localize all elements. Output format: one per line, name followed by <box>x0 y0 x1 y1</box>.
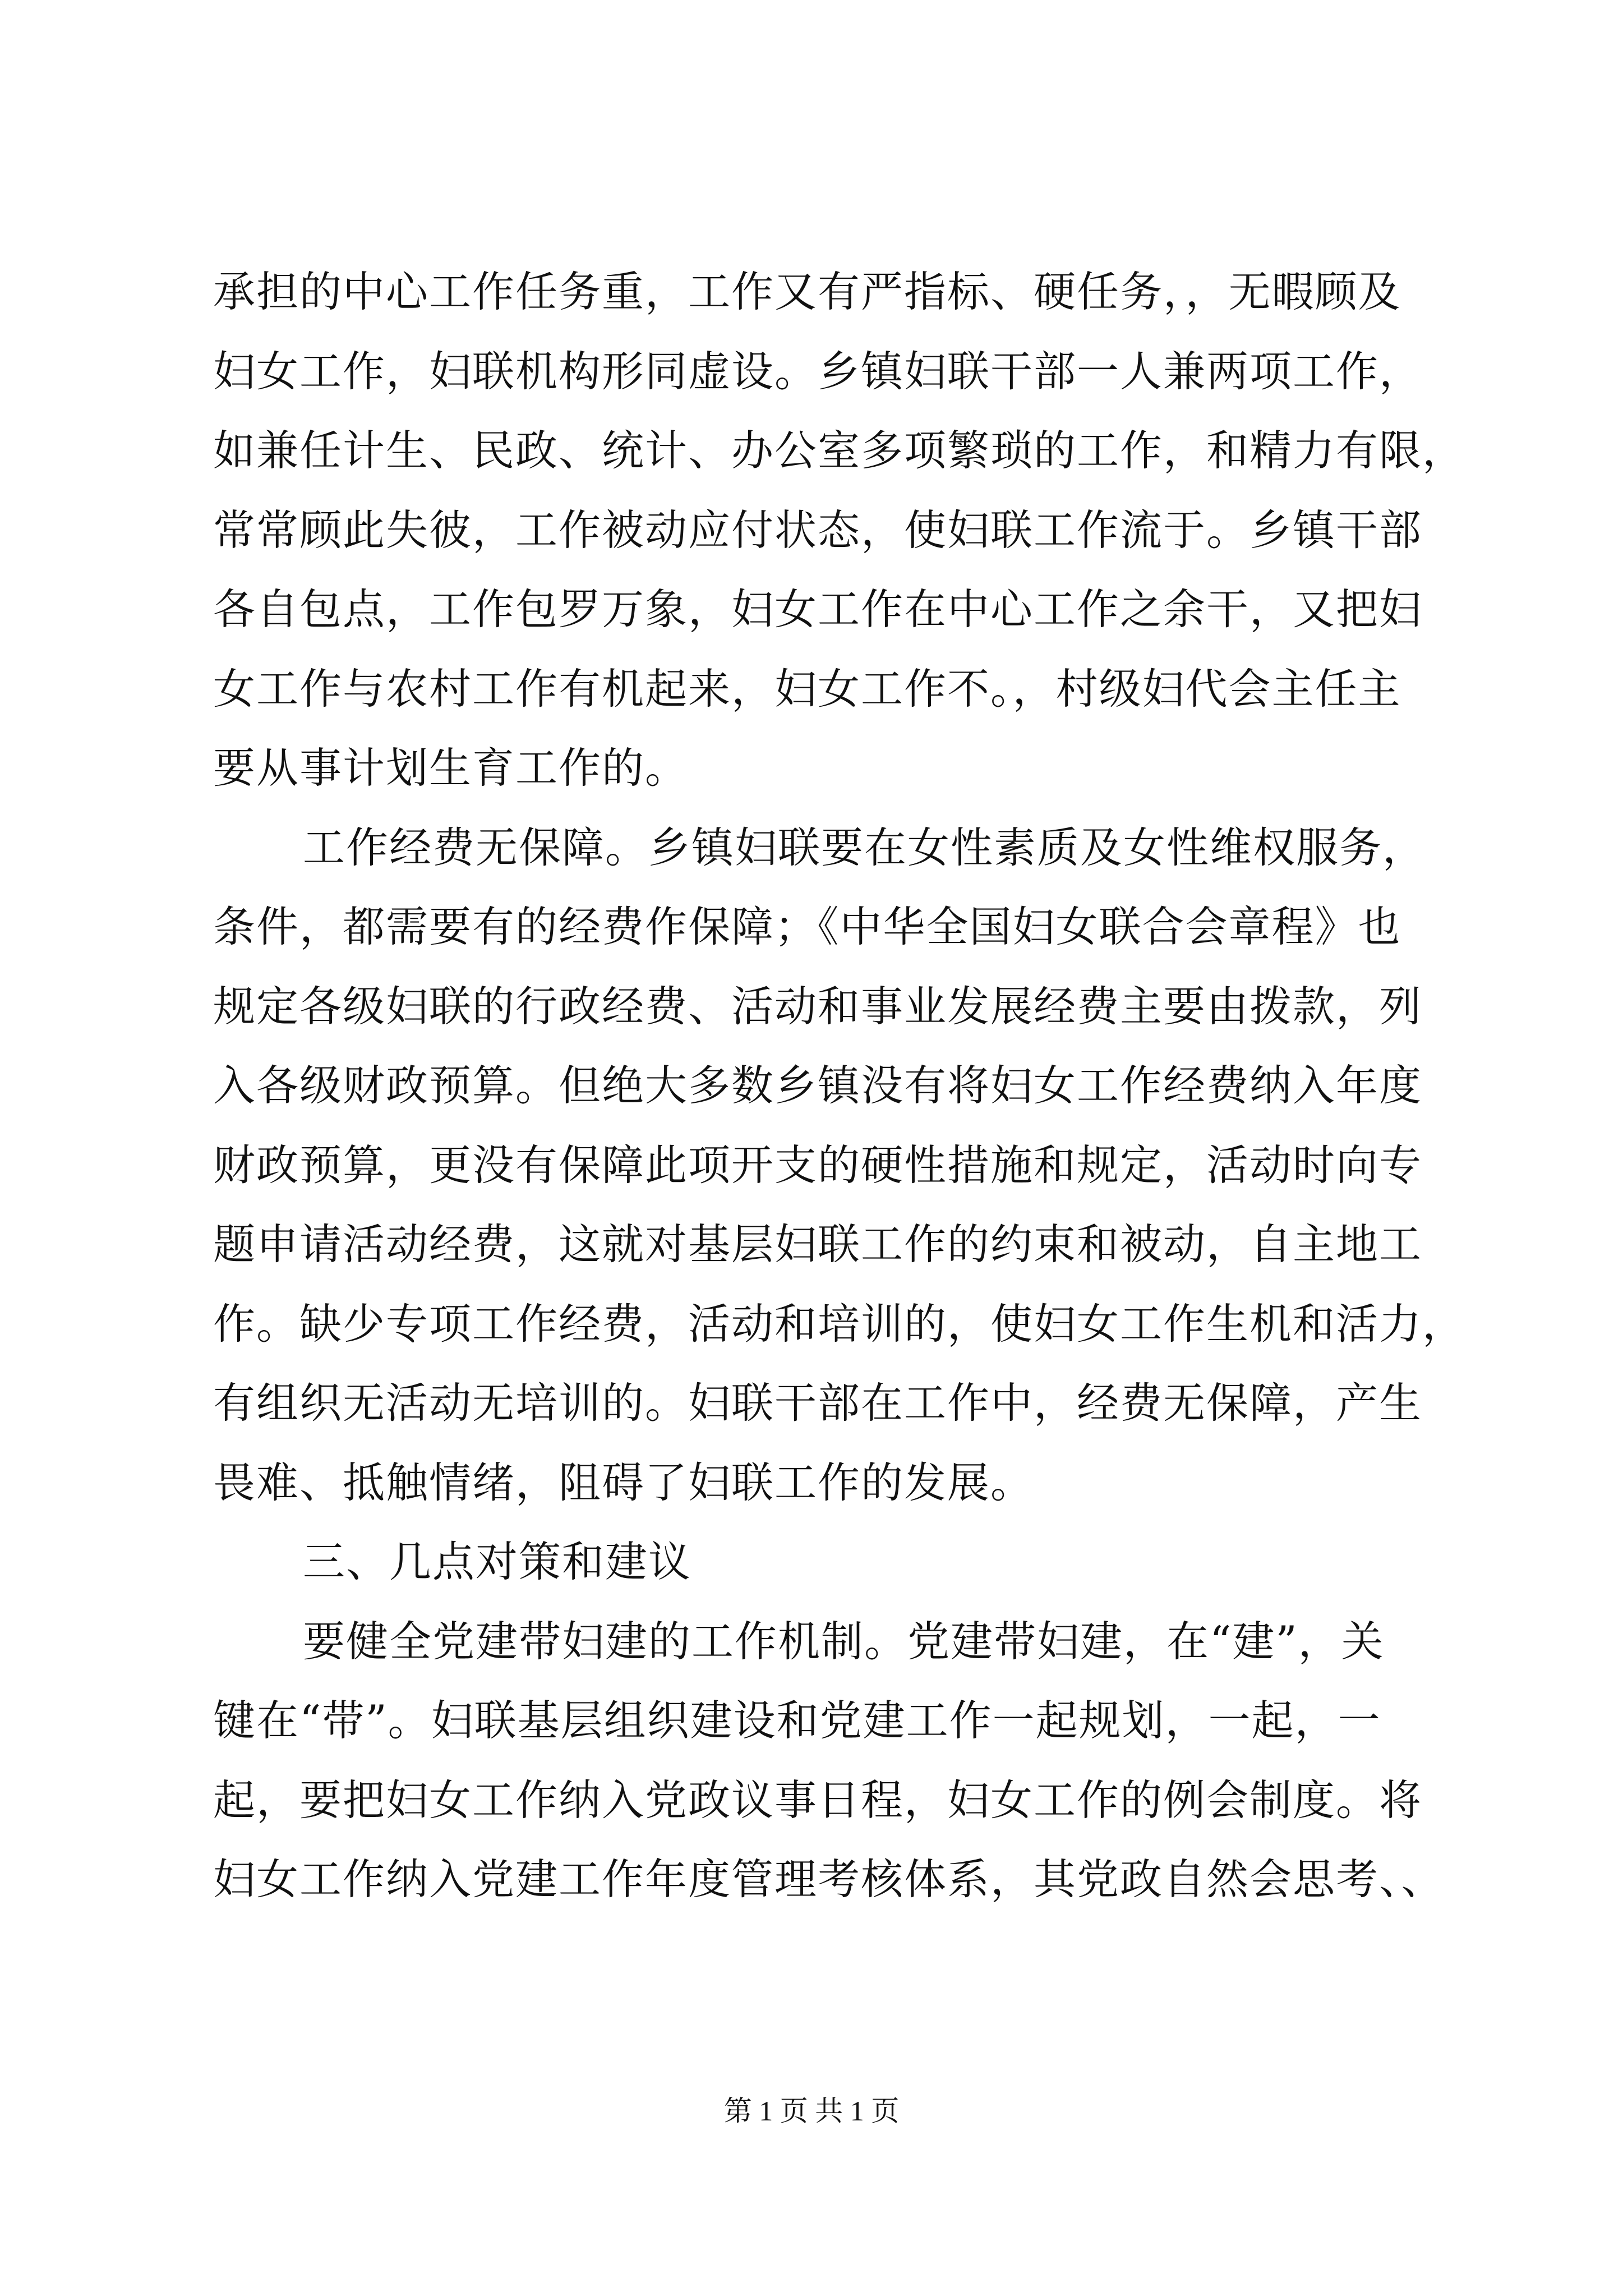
text-line: 规定各级妇联的行政经费、活动和事业发展经费主要由拨款，列 <box>213 982 1423 1031</box>
paragraph-first-line: 要健全党建带妇建的工作机制。党建带妇建，在“建”，关 <box>303 1617 1385 1666</box>
text-line: 题申请活动经费，这就对基层妇联工作的约束和被动，自主地工 <box>213 1220 1423 1269</box>
text-line: 畏难、抵触情绪，阻碍了妇联工作的发展。 <box>213 1458 1034 1507</box>
paragraph-first-line: 三、几点对策和建议 <box>303 1537 692 1586</box>
text-line: 各自包点，工作包罗万象，妇女工作在中心工作之余干，又把妇 <box>213 585 1423 634</box>
text-line: 如兼任计生、民政、统计、办公室多项繁琐的工作，和精力有限， <box>213 426 1466 475</box>
text-line: 作。缺少专项工作经费，活动和培训的，使妇女工作生机和活力， <box>213 1299 1466 1349</box>
text-line: 入各级财政预算。但绝大多数乡镇没有将妇女工作经费纳入年度 <box>213 1061 1423 1110</box>
text-line: 妇女工作，妇联机构形同虚设。乡镇妇联干部一人兼两项工作， <box>213 347 1423 396</box>
text-line: 键在“带”。妇联基层组织建设和党建工作一起规划，一起，一 <box>213 1696 1381 1745</box>
text-line: 起，要把妇女工作纳入党政议事日程，妇女工作的例会制度。将 <box>213 1775 1423 1825</box>
page-footer: 第 1 页 共 1 页 <box>723 2095 900 2127</box>
text-line: 妇女工作纳入党建工作年度管理考核体系，其党政自然会思考、、 <box>213 1855 1445 1904</box>
text-line: 有组织无活动无培训的。妇联干部在工作中，经费无保障，产生 <box>213 1378 1423 1428</box>
text-line: 要从事计划生育工作的。 <box>213 743 689 793</box>
text-line: 女工作与农村工作有机起来，妇女工作不。，村级妇代会主任主 <box>213 664 1401 714</box>
text-line: 条件，都需要有的经费作保障；《中华全国妇女联合会章程》也 <box>213 902 1401 951</box>
text-line: 常常顾此失彼，工作被动应付状态，使妇联工作流于。乡镇干部 <box>213 505 1423 555</box>
text-line: 承担的中心工作任务重，工作又有严指标、硬任务，，无暇顾及 <box>213 267 1401 316</box>
paragraph-first-line: 工作经费无保障。乡镇妇联要在女性素质及女性维权服务， <box>303 823 1426 872</box>
text-line: 财政预算，更没有保障此项开支的硬性措施和规定，活动时向专 <box>213 1140 1423 1190</box>
